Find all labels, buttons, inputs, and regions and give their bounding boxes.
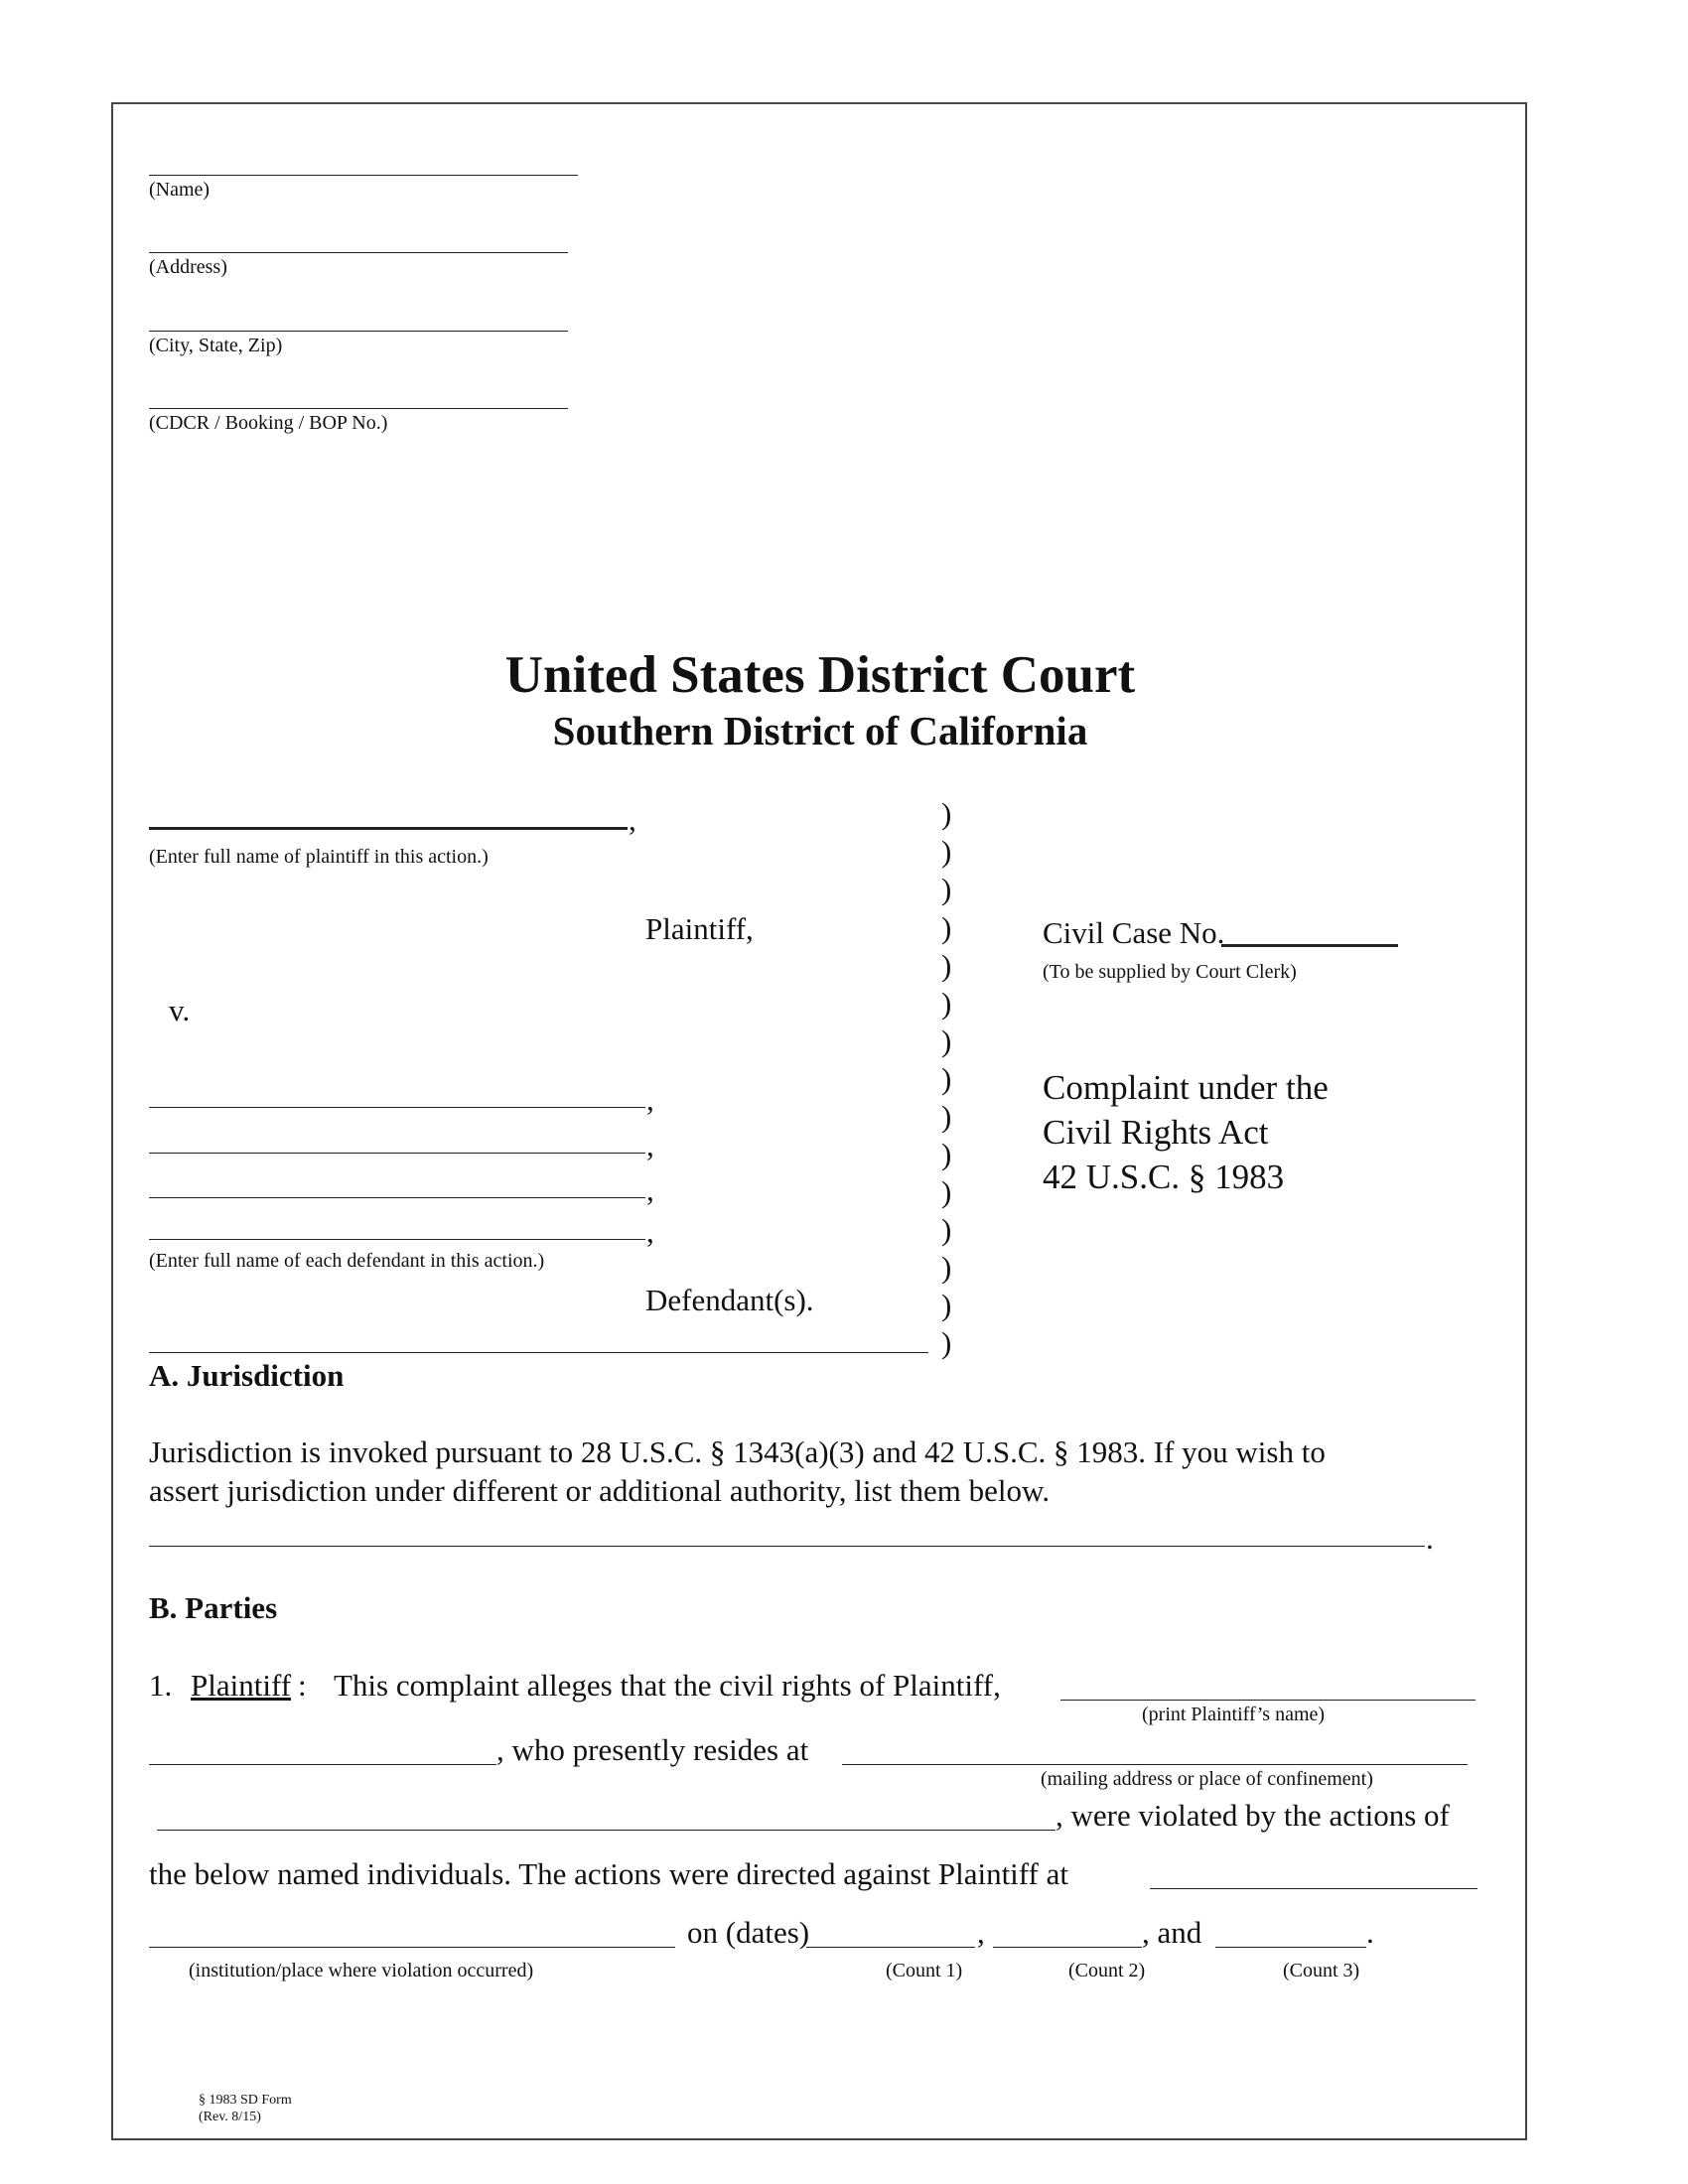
address-label: (Address) — [149, 256, 227, 278]
jurisdiction-text-line-2: assert jurisdiction under different or additional authority, list them below. — [149, 1473, 1051, 1508]
defendant-name-input-line[interactable] — [149, 1153, 645, 1154]
address-input-line[interactable] — [149, 252, 568, 253]
booking-number-label: (CDCR / Booking / BOP No.) — [149, 412, 388, 434]
caption-bottom-rule — [149, 1352, 928, 1353]
court-title: United States District Court — [504, 646, 1136, 704]
residence-address-continuation-input-line[interactable] — [157, 1830, 1055, 1831]
booking-number-input-line[interactable] — [149, 408, 568, 409]
count-3-note: (Count 3) — [1283, 1960, 1360, 1981]
dates-period: . — [1366, 1915, 1374, 1950]
city-state-zip-label: (City, State, Zip) — [149, 335, 283, 356]
defendant-name-hint: (Enter full name of each defendant in this action.) — [149, 1250, 545, 1272]
institution-continuation-input-line[interactable] — [149, 1947, 675, 1948]
section-a-heading: A. Jurisdiction — [149, 1358, 345, 1393]
plaintiff-heading-colon: : — [298, 1668, 307, 1703]
plaintiff-label: Plaintiff, — [645, 911, 754, 946]
complaint-title-line-3: 42 U.S.C. § 1983 — [1043, 1158, 1285, 1196]
additional-authority-period: . — [1426, 1521, 1434, 1556]
case-number-label: Civil Case No. — [1043, 915, 1225, 950]
defendant-name-input-line[interactable] — [149, 1107, 645, 1108]
defendant-label: Defendant(s). — [645, 1283, 814, 1317]
city-state-zip-input-line[interactable] — [149, 331, 568, 332]
complaint-title-line-1: Complaint under the — [1043, 1068, 1329, 1107]
violated-text: , were violated by the actions of — [1055, 1798, 1450, 1833]
jurisdiction-text-line-1: Jurisdiction is invoked pursuant to 28 U.S.C. § 1343(a)(3) and 42 U.S.C. § 1983. If you wish to — [149, 1434, 1326, 1469]
residence-address-input-line[interactable] — [842, 1764, 1468, 1765]
resides-text: , who presently resides at — [496, 1732, 809, 1767]
plaintiff-name-continuation-input-line[interactable] — [149, 1764, 496, 1765]
plaintiff-comma: , — [629, 802, 636, 837]
form-revision: (Rev. 8/15) — [199, 2110, 261, 2124]
plaintiff-print-name-input-line[interactable] — [1060, 1700, 1476, 1701]
and-text: , and — [1142, 1915, 1202, 1950]
date-comma: , — [977, 1915, 985, 1950]
defendant-name-input-line[interactable] — [149, 1239, 645, 1240]
address-note: (mailing address or place of confinement) — [1041, 1768, 1373, 1790]
defendant-comma: , — [646, 1128, 654, 1162]
institution-input-line[interactable] — [1150, 1888, 1477, 1889]
form-id: § 1983 SD Form — [199, 2093, 292, 2108]
parties-item-number: 1. — [149, 1668, 173, 1703]
additional-authority-input-line[interactable] — [149, 1546, 1425, 1547]
section-b-heading: B. Parties — [149, 1590, 278, 1625]
count-1-date-input-line[interactable] — [806, 1947, 975, 1948]
count-2-date-input-line[interactable] — [993, 1947, 1142, 1948]
plaintiff-name-hint: (Enter full name of plaintiff in this action.) — [149, 846, 489, 868]
print-name-note: (print Plaintiff’s name) — [1142, 1704, 1326, 1725]
defendant-name-input-line[interactable] — [149, 1197, 645, 1198]
count-3-date-input-line[interactable] — [1215, 1947, 1366, 1948]
name-input-line[interactable] — [149, 175, 578, 176]
name-label: (Name) — [149, 179, 211, 201]
versus-label: v. — [169, 993, 191, 1027]
plaintiff-name-input-line[interactable] — [149, 827, 628, 830]
institution-note: (institution/place where violation occurred) — [189, 1960, 534, 1981]
on-dates-text: on (dates) — [687, 1915, 810, 1950]
directed-text: the below named individuals. The actions were directed against Plaintiff at — [149, 1856, 1069, 1891]
case-number-note: (To be supplied by Court Clerk) — [1043, 961, 1297, 983]
case-number-input-line[interactable] — [1221, 944, 1398, 947]
defendant-comma: , — [646, 1082, 654, 1117]
plaintiff-heading-word: Plaintiff — [191, 1668, 292, 1703]
count-2-note: (Count 2) — [1068, 1960, 1146, 1981]
defendant-comma: , — [646, 1214, 654, 1249]
court-district: Southern District of California — [552, 708, 1088, 753]
complaint-title-line-2: Civil Rights Act — [1043, 1113, 1269, 1152]
parties-line-1-text: This complaint alleges that the civil rights of Plaintiff, — [334, 1668, 1001, 1703]
count-1-note: (Count 1) — [886, 1960, 963, 1981]
defendant-comma: , — [646, 1172, 654, 1207]
